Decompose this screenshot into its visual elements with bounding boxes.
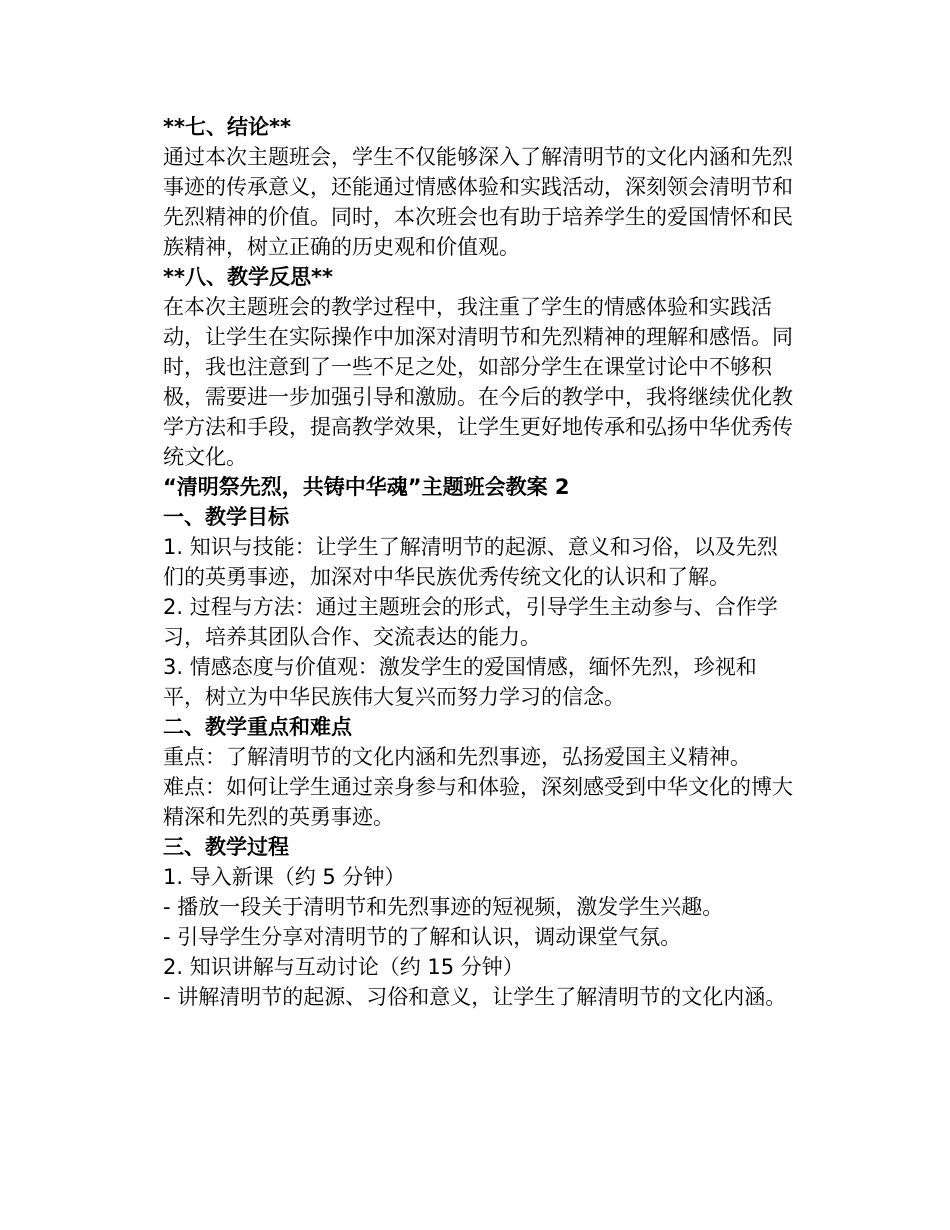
process-step-knowledge: 2. 知识讲解与互动讨论（约 15 分钟） (163, 955, 524, 979)
document-page (163, 112, 793, 1012)
process-bullet-share: - 引导学生分享对清明节的了解和认识，调动课堂气氛。 (163, 925, 682, 949)
process-step-intro: 1. 导入新课（约 5 分钟） (163, 865, 406, 889)
conclusion-paragraph: 通过本次主题班会，学生不仅能够深入了解清明节的文化内涵和先烈事迹的传承意义，还能通过情感体验和实践活动，深刻领会清明节和先烈精神的价值。同时，本次班会也有助于培养学生的爱国情怀和民族精神，树立正确的历史观和价值观。 (163, 145, 793, 259)
process-bullet-video: - 播放一段关于清明节和先烈事迹的短视频，激发学生兴趣。 (163, 895, 724, 919)
objective-item-knowledge: 1. 知识与技能：让学生了解清明节的起源、意义和习俗，以及先烈们的英勇事迹，加深对中华民族优秀传统文化的认识和了解。 (163, 535, 778, 589)
difficulty-paragraph: 难点：如何让学生通过亲身参与和体验，深刻感受到中华文化的博大精深和先烈的英勇事迹。 (163, 775, 793, 829)
lesson-plan-title: “清明祭先烈，共铸中华魂”主题班会教案 2 (163, 475, 570, 499)
objective-item-process: 2. 过程与方法：通过主题班会的形式，引导学生主动参与、合作学习，培养其团队合作、交流表达的能力。 (163, 595, 778, 649)
objective-item-emotion: 3. 情感态度与价值观：激发学生的爱国情感，缅怀先烈，珍视和平，树立为中华民族伟大复兴而努力学习的信念。 (163, 655, 757, 709)
section-heading-objectives: 一、教学目标 (163, 505, 289, 529)
key-point-paragraph: 重点：了解清明节的文化内涵和先烈事迹，弘扬爱国主义精神。 (163, 745, 751, 769)
process-bullet-explain: - 讲解清明节的起源、习俗和意义，让学生了解清明节的文化内涵。 (163, 985, 787, 1009)
reflection-paragraph: 在本次主题班会的教学过程中，我注重了学生的情感体验和实践活动，让学生在实际操作中加深对清明节和先烈精神的理解和感悟。同时，我也注意到了一些不足之处，如部分学生在课堂讨论中不够积极，需要进一步加强引导和激励。在今后的教学中，我将继续优化教学方法和手段，提高教学效果，让学生更好地传承和弘扬中华优秀传统文化。 (163, 295, 793, 469)
section-heading-key-points: 二、教学重点和难点 (163, 715, 352, 739)
section-heading-process: 三、教学过程 (163, 835, 289, 859)
section-heading-reflection: **八、教学反思** (163, 265, 333, 289)
section-heading-conclusion: **七、结论** (163, 115, 291, 139)
